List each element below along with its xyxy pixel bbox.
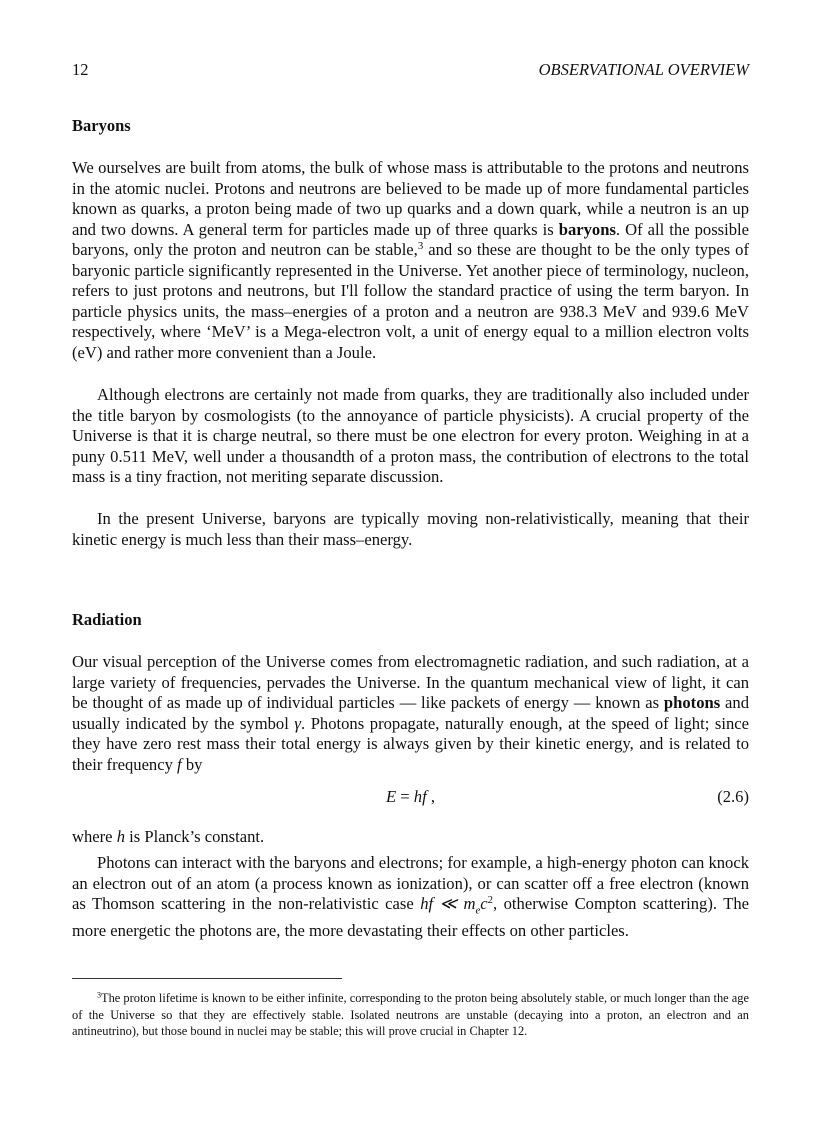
text-run: is Planck’s constant. [124,827,265,846]
text-run: Our visual perception of the Universe comes from electromagnetic radiation, and such radiation, at a large variety of frequencies, pervades the Universe. In the quantum mechanical view of light, it can be thought of as made up of individual particles — like packets of energy — known as [72,652,749,712]
text-run: by [181,754,203,774]
term-baryons: baryons [558,219,616,239]
radiation-paragraph-2 [72,827,749,848]
text-run: where [72,827,117,846]
equation-comma: , [426,787,435,806]
footnote-3 [72,990,749,1040]
section-heading-radiation: Radiation [72,610,142,629]
equation-lhs: E [385,787,397,806]
speed-of-light-symbol: c [480,894,488,913]
text-run: . Photons propagate, naturally enough, at the speed of light; since they have zero rest mass their total energy is always given by their kinetic energy, and is related to their frequency [72,713,749,774]
radiation-paragraph-1 [72,652,749,775]
planck-symbol: h [116,827,125,846]
baryons-paragraph-1 [72,158,749,363]
term-photons: photons [663,693,721,712]
footnote-marker: 3 [97,990,102,1000]
equation-rhs: hf [413,787,427,806]
equation-number: (2.6) [717,787,749,806]
footnote-reference[interactable]: 3 [417,240,424,253]
text-run: and usually indicated by the symbol [72,693,750,733]
equation-2-6 [72,786,749,808]
baryons-paragraph-2: Although electrons are certainly not made from quarks, they are traditionally also included under the title baryon by cosmologists (to the annoyance of particle physicists). A crucial property of the Universe is that it is charge neutral, so there must be one electron for every proton. Weighing in at a puny 0.511 MeV, well under a thousandth of a proton mass, the contribution of electrons to the total mass is a tiny fraction, not meriting separate discussion. [72,385,749,486]
electron-subscript: e [475,904,481,917]
chapter-title: OBSERVATIONAL OVERVIEW [538,60,749,79]
gamma-symbol: γ [294,713,301,733]
squared-superscript: 2 [487,894,493,907]
page-number: 12 [72,60,89,79]
footnote-divider [72,978,342,979]
baryons-paragraph-3: In the present Universe, baryons are typically moving non-relativistically, meaning that their kinetic energy is much less than their mass–energy. [72,509,749,549]
text-run: We ourselves are built from atoms, the bulk of whose mass is attributable to the protons and neutrons in the atomic nuclei. Protons and neutrons are believed to be made up of more fundamental particles known as quarks, a proton being made of two up quarks and a down quark, while a neutron is an up and two downs. A general term for particles made up of three quarks is [72,158,749,239]
text-run: and so these are thought to be the only types of baryonic particle significantly represented in the Universe. Yet another piece of terminology, nucleon, refers to just protons and neutrons, but I'll follow the standard practice of using the term baryon. In particle physics units, the mass–energies of a proton and a neutron are 938.3 MeV and 939.6 MeV respectively, where ‘MeV’ is a Mega-electron volt, a unit of energy equal to a million electron volts (eV) and rather more convenient than a Joule. [72,240,749,362]
equation-body [72,786,749,808]
frequency-symbol: f [177,754,182,774]
inequality-math: hf ≪ m [420,894,476,913]
radiation-paragraph-3 [72,853,749,941]
equation-operator: = [396,787,414,806]
text-run: . Of all the possible baryons, only the proton and neutron can be stable, [72,219,749,259]
section-heading-baryons: Baryons [72,116,131,135]
footnote-text: The proton lifetime is known to be either infinite, corresponding to the proton being absolutely stable, or much longer than the age of the Universe so that they are effectively stable. Isolated neutrons are unstable (decaying into a proton, an electron and an antineutrino), but those bound in nuclei may be stable; this will prove crucial in Chapter 12. [72,991,749,1038]
text-run: Photons can interact with the baryons and electrons; for example, a high-energy photon can knock an electron out of an atom (a process known as ionization), or can scatter off a free electron (known as Thomson scattering in the non-relativistic case [72,853,749,913]
text-run: , otherwise Compton scattering). The more energetic the photons are, the more devastating their effects on other particles. [72,894,750,940]
